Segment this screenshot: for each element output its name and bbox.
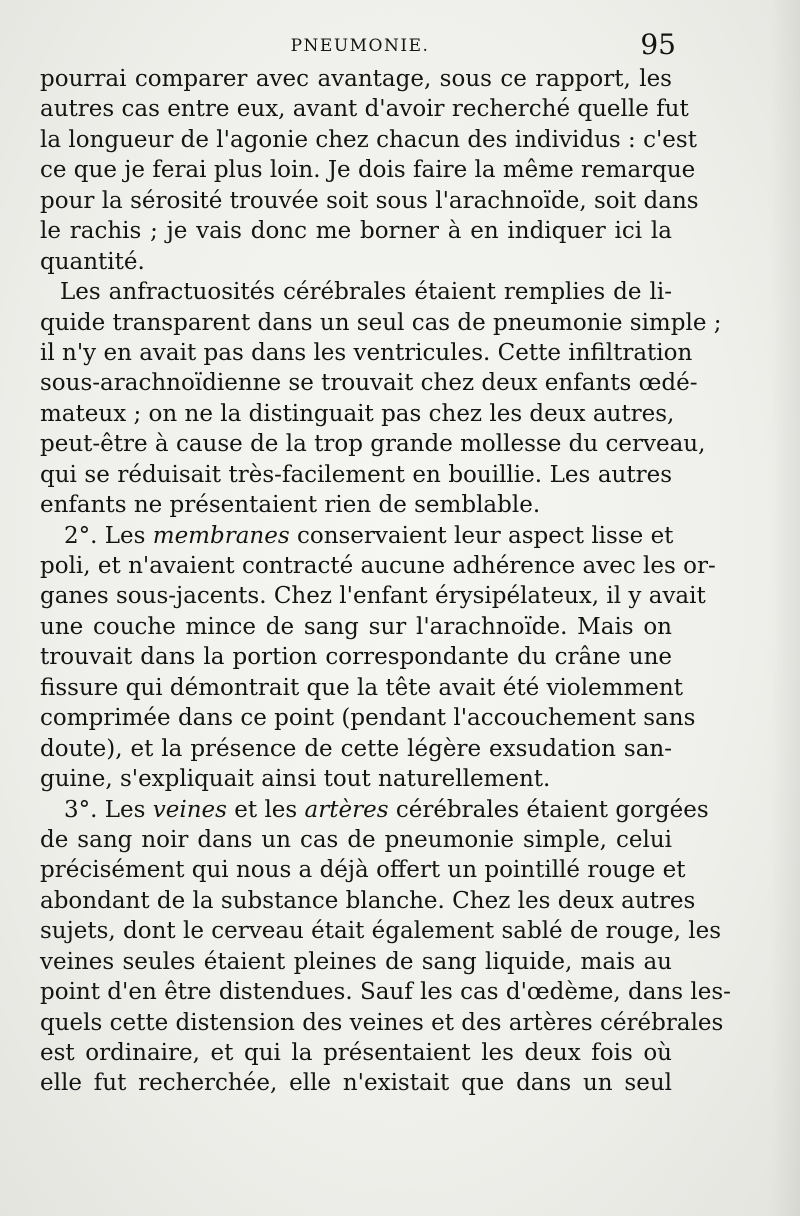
text-line: qui se réduisait très-facilement en bouillie. Les autres: [40, 461, 672, 488]
text-line: la longueur de l'agonie chez chacun des individus : c'est: [40, 126, 697, 153]
text-line: sous-arachnoïdienne se trouvait chez deux enfants œdé-: [40, 370, 698, 397]
text-line: précisément qui nous a déjà offert un pointillé rouge et: [40, 857, 686, 884]
text-line: elle fut recherchée, elle n'existait que dans un seul: [40, 1070, 672, 1097]
text-line: est ordinaire, et qui la présentaient les deux fois où: [40, 1040, 672, 1066]
text-line: le rachis ; je vais donc me borner à en indiquer ici la: [40, 218, 672, 245]
text-line: mateux ; on ne la distinguait pas chez les deux autres,: [40, 400, 675, 427]
text-line: fissure qui démontrait que la tête avait été violemment: [40, 674, 683, 701]
text-line: doute), et la présence de cette légère exsudation san-: [40, 735, 672, 762]
italic-term: artères: [304, 796, 389, 823]
text-line: il n'y en avait pas dans les ventricules. Cette infiltration: [40, 339, 693, 366]
italic-term: membranes: [152, 522, 290, 549]
text-line: guine, s'expliquait ainsi tout naturellement.: [40, 766, 551, 793]
text-line: quantité.: [40, 248, 145, 275]
text-line: comprimée dans ce point (pendant l'accouchement sans: [40, 705, 696, 732]
line-segment: 3°. Les: [64, 796, 153, 823]
page-number: 95: [640, 28, 676, 61]
line-segment: conservaient leur aspect lisse et: [289, 522, 674, 549]
text-line: ce que je ferai plus loin. Je dois faire la même remarque: [40, 157, 696, 184]
text-line: veines seules étaient pleines de sang liquide, mais au: [40, 948, 672, 975]
italic-term: veines: [152, 796, 227, 823]
running-title: PNEUMONIE.: [290, 36, 430, 56]
text-line: ganes sous-jacents. Chez l'enfant érysipélateux, il y avait: [40, 583, 706, 610]
text-line: poli, et n'avaient contracté aucune adhérence avec les or-: [40, 553, 716, 579]
text-line: quels cette distension des veines et des artères cérébrales: [40, 1009, 724, 1036]
text-line: abondant de la substance blanche. Chez les deux autres: [40, 887, 696, 914]
paragraph-first-line: [40, 521, 672, 551]
text-line: trouvait dans la portion correspondante du crâne une: [40, 644, 672, 671]
line-segment: et les: [226, 796, 305, 823]
text-line: pour la sérosité trouvée soit sous l'arachnoïde, soit dans: [40, 187, 699, 214]
text-line: une couche mince de sang sur l'arachnoïde. Mais on: [40, 613, 672, 640]
text-line: enfants ne présentaient rien de semblable.: [40, 492, 541, 519]
text-line: sujets, dont le cerveau était également sablé de rouge, les: [40, 918, 721, 945]
line-segment: cérébrales étaient gorgées: [388, 796, 709, 823]
text-line: autres cas entre eux, avant d'avoir recherché quelle fut: [40, 96, 689, 123]
text-line: pourrai comparer avec avantage, sous ce rapport, les: [40, 66, 672, 92]
page-edge-shadow: [770, 0, 800, 1216]
line-segment: 2°. Les: [64, 522, 153, 549]
paragraph-first-line: [40, 795, 709, 825]
text-line: de sang noir dans un cas de pneumonie simple, celui: [40, 826, 672, 853]
body-text: [40, 64, 731, 1099]
text-line: quide transparent dans un seul cas de pneumonie simple ;: [40, 309, 722, 336]
paragraph-first-line: Les anfractuosités cérébrales étaient remplies de li-: [60, 279, 672, 306]
text-line: peut-être à cause de la trop grande mollesse du cerveau,: [40, 431, 706, 458]
text-line: point d'en être distendues. Sauf les cas d'œdème, dans les-: [40, 979, 731, 1006]
running-head: [40, 28, 680, 64]
